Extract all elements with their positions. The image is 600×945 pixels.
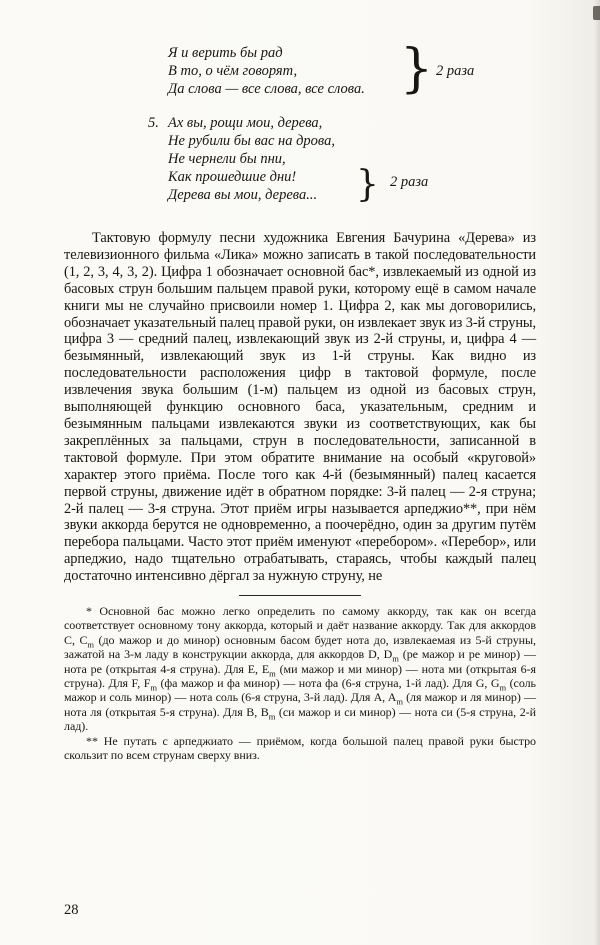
repeat-brace-icon: } [356, 164, 379, 205]
page-content [64, 39, 537, 763]
repeat-label: 2 раза [436, 63, 475, 79]
footnote-separator [239, 595, 361, 596]
verse-line: Как прошедшие дни! [168, 169, 297, 185]
verse-line: Не рубили бы вас на дрова, [168, 133, 335, 149]
scan-artifact [593, 6, 600, 20]
verse-line: Ах вы, рощи мои, дерева, [168, 115, 323, 131]
verse-line: Не чернели бы пни, [168, 151, 286, 167]
verse-line: В то, о чём говорят, [168, 63, 298, 79]
repeat-brace-icon: } [400, 39, 434, 99]
footnotes-section [64, 604, 536, 762]
page-number: 28 [64, 902, 79, 918]
footnote-1: * Основной бас можно легко определить по самому аккорду, так как он всегда соответствует основному тону аккорда, который и даёт название аккорду. Так для аккордов C, $C_m$ (до мажор и до минор) основным басом будет нота до, извлекаемая из 5-й струны, зажатой на 3-м ладу в конструкции аккорда, для аккордов D, $D_m$ (ре мажор и ре минор) — нота ре (открытая 4-я струна). Для E, $E_m$ (ми мажор и ми минор) — нота ми (открытая 6-я струна). Для F, $F_m$ (фа мажор и фа минор) — нота фа (6-я струна, 1-й лад). Для G, $G_m$ (соль мажор и соль минор) — нота соль (6-я струна, 3-й лад). Для A, $A_m$ (ля мажор и ля минор) — нота ля (открытая 5-я струна). Для B, $B_m$ (си мажор и си минор) — нота си (5-я струна, 2-й лад). [64, 604, 537, 734]
verse-block-1 [168, 39, 536, 99]
verse-number: 5. [148, 115, 159, 131]
footnote-2: ** Не путать с арпеджиато — приёмом, когда большой палец правой руки быстро скользит по всем струнам сверху вниз. [64, 733, 536, 763]
verse-block-2 [148, 114, 536, 205]
verse-line: Да слова — все слова, все слова. [168, 81, 365, 97]
verse-line: Дерева вы мои, дерева... [168, 187, 318, 203]
verse-line: Я и верить бы рад [168, 45, 283, 61]
repeat-label: 2 раза [390, 174, 429, 190]
body-paragraph: Тактовую формулу песни художника Евгения Бачурина «Дерева» из телевизионного фильма «Лика» можно записать в такой последовательности (1, 2, 3, 4, 3, 2). Цифра 1 обозначает основной бас*, извлекаемый из одной из басовых струн большим пальцем правой руки, которому ещё в самом начале книги мы не случайно присвоили номер 1. Цифра 2, как мы договорились, обозначает указательный палец правой руки, он извлекает звук из 3-й струны, цифра 3 — средний палец, извлекающий звук из 2-й струны, и, цифра 4 — безымянный, извлекающий звук из 1-й струны. Как видно из последовательности расположения цифр в тактовой формуле, после извлечения звука большим (1-м) пальцем из одной из басовых струн, выполняющей функцию основного баса, указательным, средним и безымянным пальцами извлекаются звуки из соответствующих, как бы закреплённых за пальцами, струн в последовательности, записанной в тактовой формуле. При этом обратите внимание на особый «круговой» характер этого приёма. После того как 4-й (безымянный) палец касается первой струны, движение идёт в обратном порядке: 3-й палец — 2-я струна; 2-й палец — 3-я струна. Этот приём игры называется арпеджио**, при нём звуки аккорда берутся не одновременно, а поочерёдно, один за другим путём перебора пальцами. Часто этот приём именуют «перебором». «Перебор», или арпеджио, надо тщательно отрабатывать, стараясь, чтобы каждый палец достаточно интенсивно дёргал за нужную струну, не [64, 230, 536, 585]
